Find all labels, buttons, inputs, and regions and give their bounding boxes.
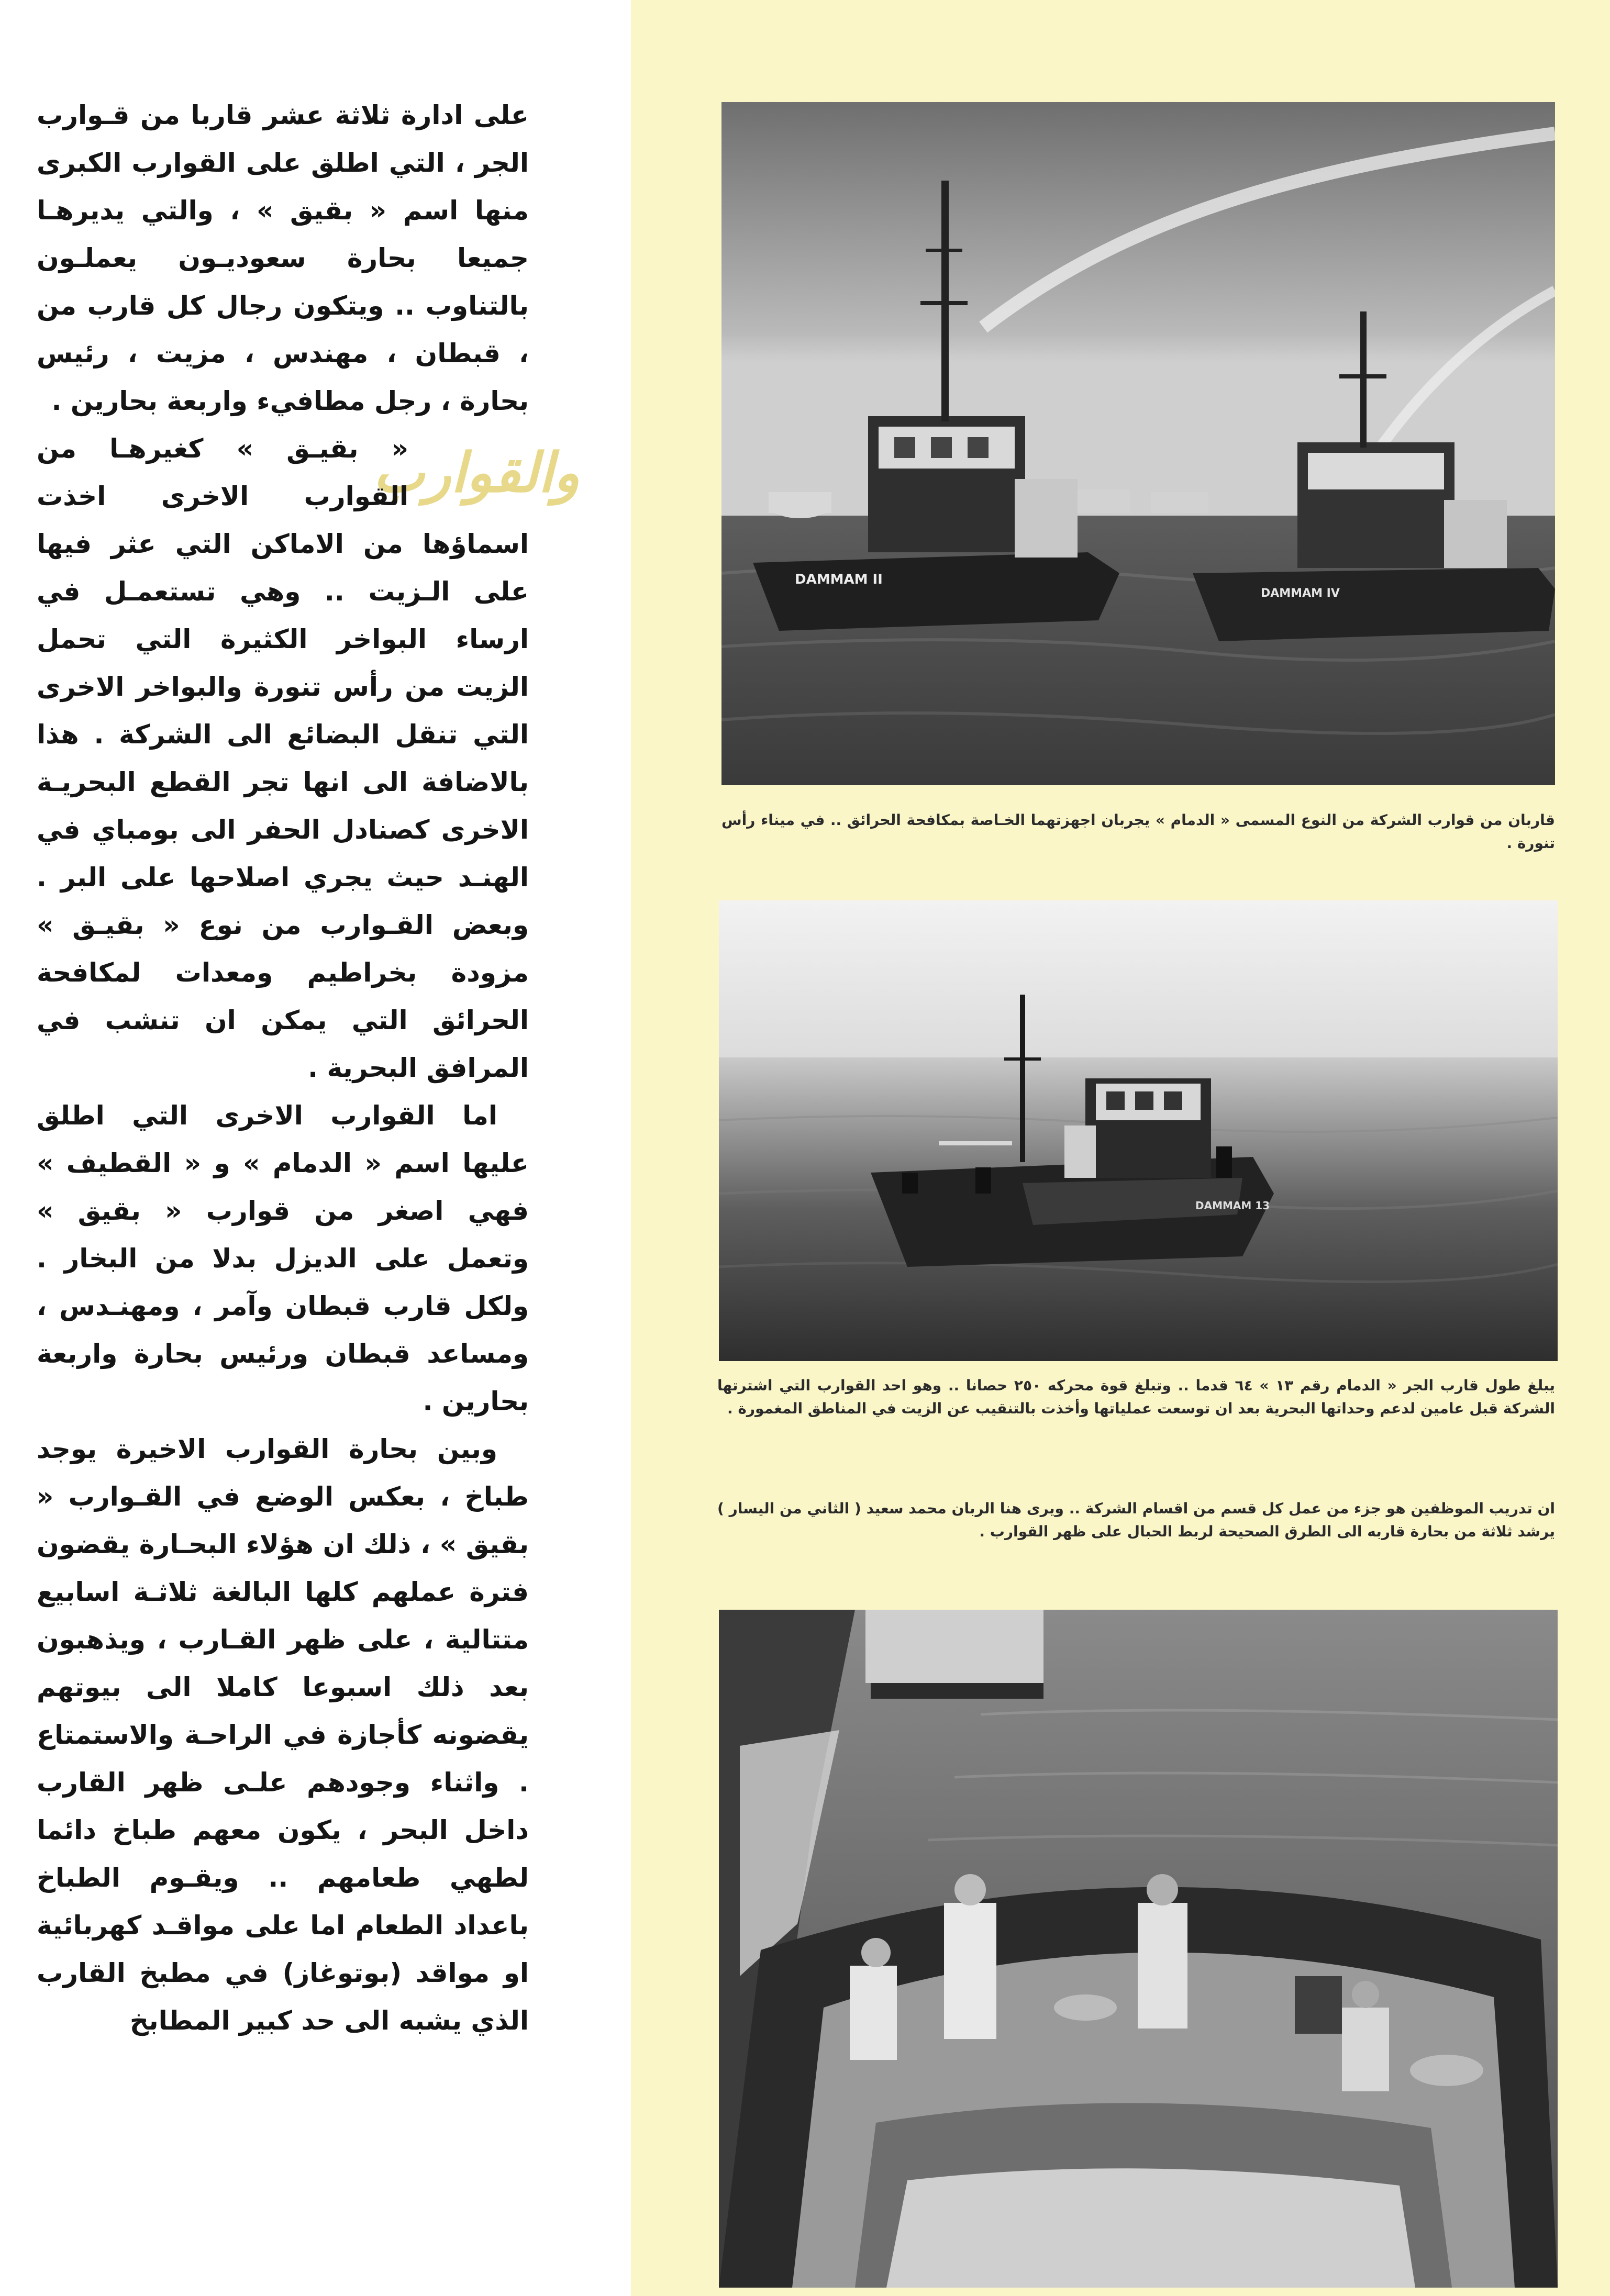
article-paragraph-1: على ادارة ثلاثة عشر قاربا من قـوارب الجر ، التي اطلق على القوارب الكبرى منها اسم « بقيق » ، والتي يديرهـا جميعا بحارة سعوديـون يعملـون بالتناوب .. ويتكون رجال كل قارب من ، قبطان ، مهندس ، مزيت ، رئيس بحارة ، رجل مطافيء واربعة بحارين .: [37, 100, 529, 416]
photo-tugboat-dammam-13: [719, 900, 1558, 1361]
article-paragraph-3: اما القوارب الاخرى التي اطلق عليها اسم « الدمام » و « القطيف » فهي اصغر من قوارب « بقيق » وتعمل على الديزل بدلا من البخار . ولكل قارب قبطان وآمر ، ومهنـدس ، ومساعد قبطان ورئيس بحارة واربعة بحارين .: [37, 1100, 529, 1417]
photo-two-tugboats-firefighting: [721, 102, 1555, 785]
caption-photo-1: [721, 809, 1555, 855]
article-column: [37, 92, 580, 2186]
hull-name-boat-1: DAMMAM II: [795, 572, 883, 587]
caption-photo-2: [717, 1374, 1555, 1420]
hull-name-dammam-13: DAMMAM 13: [1195, 1199, 1270, 1212]
caption-1-text: قاربان من قوارب الشركة من النوع المسمى « الدمام » يجربان اجهزتهما الخـاصة بمكافحة الحرائق .. في ميناء رأس تنورة .: [721, 811, 1555, 852]
article-paragraph-4: وبين بحارة القوارب الاخيرة يوجد طباخ ، بعكس الوضع في القـوارب « بقيق » ، ذلك ان هؤلاء البحـارة يقضون فترة عملهم كلها البالغة ثلاثـة اسابيع متتالية ، على ظهر القـارب ، ويذهبون بعد ذلك اسبوعا كاملا الى بيوتهم يقضونه كأجازة في الراحـة والاستمتاع . واثناء وجودهم علـى ظهر القارب داخل البحر ، يكون معهم طباخ دائما لطهي طعامهم .. ويقـوم الطباخ باعداد الطعام اما على مواقـد كهربائية او مواقد (بوتوغاز) في مطبخ القارب الذي يشبه الى حد كبير المطابخ: [37, 1434, 529, 2036]
caption-3-text: ان تدريب الموظفين هو جزء من عمل كل قسم من اقسام الشركة .. ويرى هنا الربان محمد سعيد ( الثاني من اليسار ) يرشد ثلاثة من بحارة قاربه الى الطرق الصحيحة لربط الحبال على ظهر القوارب .: [717, 1500, 1555, 1540]
hull-name-boat-2: DAMMAM IV: [1261, 587, 1340, 600]
photo-crew-training-on-deck: [719, 1610, 1558, 2288]
caption-2-text: يبلغ طول قارب الجر « الدمام رقم ١٣ » ٦٤ قدما .. وتبلغ قوة محركه ٢٥٠ حصانا .. وهو احد القوارب التي اشترتها الشركة قبل عامين لدعم وحداتها البحرية بعد ان توسعت عملياتها وأخذت بالتنقيب عن الزيت في المناطق المغمورة .: [717, 1377, 1555, 1417]
caption-photo-3: [717, 1497, 1555, 1543]
article-subheading: والقوارب: [373, 440, 580, 505]
article-paragraph-2: « بقيـق » كغيرهـا من القوارب الاخرى اخذت اسماؤها من الاماكن التي عثر فيها على الـزيت .. وهي تستعمـل في ارساء البواخر الكثيرة التي تحمل الزيت من رأس تنورة والبواخر الاخرى التي تنقل البضائع الى الشركة . هذا بالاضافة الى انها تجر القطع البحريـة الاخرى كصنادل الحفر الى بومباي في الهنـد حيث يجري اصلاحها على البر . وبعض القـوارب من نوع « بقيـق » مزودة بخراطيم ومعدات لمكافحة الحرائق التي يمكن ان تنشب في المرافق البحرية .: [37, 433, 529, 1083]
